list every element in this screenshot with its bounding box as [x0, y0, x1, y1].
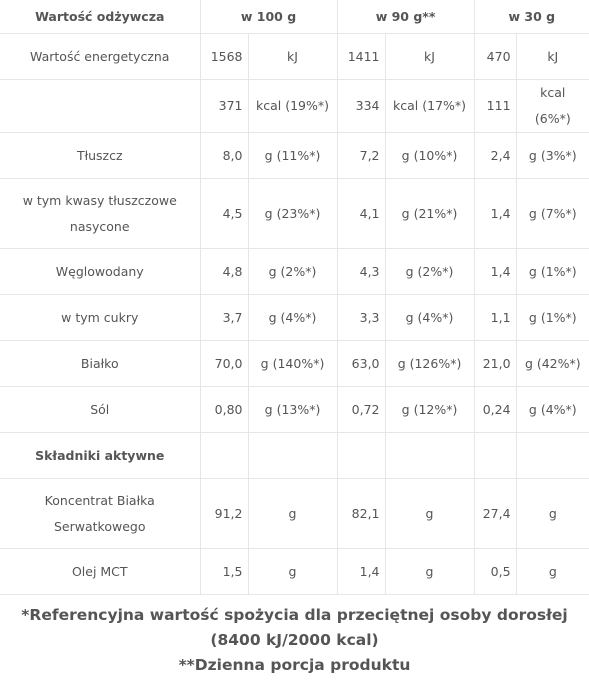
table-row: [0, 479, 589, 549]
row-name: [0, 80, 200, 133]
table-row: [0, 34, 589, 80]
footnote-reference-intake: *Referencyjna wartość spożycia dla przeciętnej osoby dorosłej (8400 kJ/2000 kcal): [21, 606, 568, 649]
table-row: [0, 179, 589, 249]
unit-100g: g (4%*): [248, 295, 337, 341]
value-90g: 3,3: [337, 295, 385, 341]
footnote-daily-portion: **Dzienna porcja produktu: [178, 656, 411, 674]
header-per-30g: w 30 g: [474, 0, 589, 34]
row-name: Koncentrat Białka Serwatkowego: [0, 479, 200, 549]
table-row: [0, 295, 589, 341]
unit-90g: kcal (17%*): [385, 80, 474, 133]
unit-100g: g: [248, 549, 337, 595]
footnotes: [0, 603, 589, 678]
unit-90g: g (21%*): [385, 179, 474, 249]
table-row: [0, 341, 589, 387]
empty-cell: [516, 433, 589, 479]
value-100g: 4,5: [200, 179, 248, 249]
section-title-active-ingredients: Składniki aktywne: [0, 433, 200, 479]
value-90g: 4,3: [337, 249, 385, 295]
row-name: Sól: [0, 387, 200, 433]
value-100g: 91,2: [200, 479, 248, 549]
unit-100g: g: [248, 479, 337, 549]
unit-30g: kJ: [516, 34, 589, 80]
row-name: w tym kwasy tłuszczowe nasycone: [0, 179, 200, 249]
value-90g: 1411: [337, 34, 385, 80]
value-90g: 4,1: [337, 179, 385, 249]
unit-100g: g (13%*): [248, 387, 337, 433]
value-30g: 21,0: [474, 341, 516, 387]
unit-30g: g: [516, 549, 589, 595]
unit-90g: g (2%*): [385, 249, 474, 295]
value-90g: 7,2: [337, 133, 385, 179]
unit-90g: g: [385, 479, 474, 549]
unit-100g: g (2%*): [248, 249, 337, 295]
value-90g: 334: [337, 80, 385, 133]
row-name: w tym cukry: [0, 295, 200, 341]
value-100g: 4,8: [200, 249, 248, 295]
unit-100g: g (23%*): [248, 179, 337, 249]
unit-30g: g (1%*): [516, 295, 589, 341]
value-90g: 63,0: [337, 341, 385, 387]
table-row: [0, 80, 589, 133]
empty-cell: [337, 433, 385, 479]
value-30g: 2,4: [474, 133, 516, 179]
unit-90g: g: [385, 549, 474, 595]
value-30g: 0,5: [474, 549, 516, 595]
row-name: Olej MCT: [0, 549, 200, 595]
value-90g: 0,72: [337, 387, 385, 433]
unit-30g: g (42%*): [516, 341, 589, 387]
unit-90g: g (12%*): [385, 387, 474, 433]
value-100g: 371: [200, 80, 248, 133]
value-100g: 8,0: [200, 133, 248, 179]
header-per-90g: w 90 g**: [337, 0, 474, 34]
row-name: Białko: [0, 341, 200, 387]
table-row: [0, 387, 589, 433]
value-30g: 1,4: [474, 249, 516, 295]
header-per-100g: w 100 g: [200, 0, 337, 34]
value-100g: 1568: [200, 34, 248, 80]
empty-cell: [474, 433, 516, 479]
table-row: [0, 549, 589, 595]
value-90g: 82,1: [337, 479, 385, 549]
unit-100g: kJ: [248, 34, 337, 80]
row-name: Tłuszcz: [0, 133, 200, 179]
value-30g: 1,1: [474, 295, 516, 341]
value-100g: 0,80: [200, 387, 248, 433]
unit-30g: g: [516, 479, 589, 549]
value-30g: 111: [474, 80, 516, 133]
value-90g: 1,4: [337, 549, 385, 595]
unit-90g: g (4%*): [385, 295, 474, 341]
value-100g: 3,7: [200, 295, 248, 341]
unit-30g: kcal (6%*): [516, 80, 589, 133]
value-30g: 470: [474, 34, 516, 80]
section-header-row: [0, 433, 589, 479]
unit-90g: g (10%*): [385, 133, 474, 179]
value-100g: 70,0: [200, 341, 248, 387]
unit-30g: g (3%*): [516, 133, 589, 179]
empty-cell: [200, 433, 248, 479]
unit-30g: g (4%*): [516, 387, 589, 433]
unit-100g: kcal (19%*): [248, 80, 337, 133]
value-100g: 1,5: [200, 549, 248, 595]
header-nutrition-value: Wartość odżywcza: [0, 0, 200, 34]
empty-cell: [385, 433, 474, 479]
unit-30g: g (1%*): [516, 249, 589, 295]
unit-90g: kJ: [385, 34, 474, 80]
row-name: Węglowodany: [0, 249, 200, 295]
value-30g: 0,24: [474, 387, 516, 433]
value-30g: 1,4: [474, 179, 516, 249]
empty-cell: [248, 433, 337, 479]
unit-30g: g (7%*): [516, 179, 589, 249]
table-row: [0, 249, 589, 295]
unit-100g: g (140%*): [248, 341, 337, 387]
table-header-row: [0, 0, 589, 34]
unit-90g: g (126%*): [385, 341, 474, 387]
table-row: [0, 133, 589, 179]
row-name: Wartość energetyczna: [0, 34, 200, 80]
value-30g: 27,4: [474, 479, 516, 549]
unit-100g: g (11%*): [248, 133, 337, 179]
